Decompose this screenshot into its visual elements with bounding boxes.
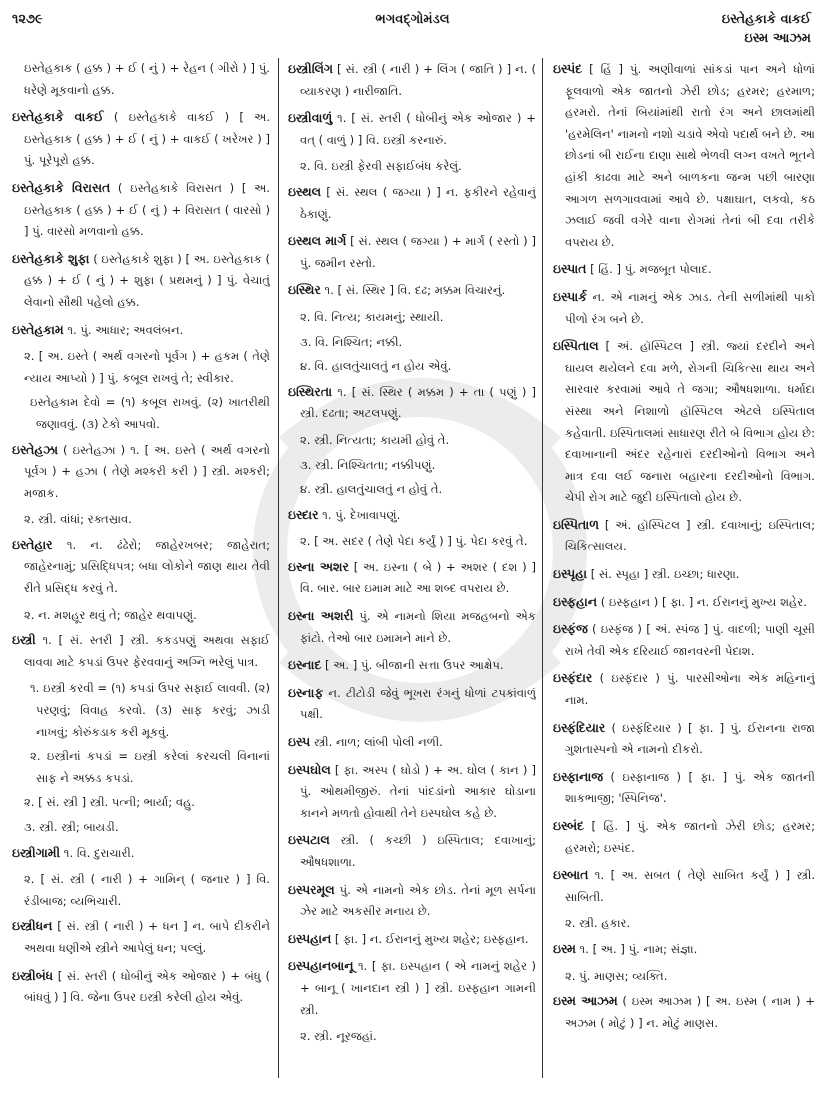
dictionary-entry [288,605,536,649]
entry-headword: ઇસ્ત્રીબંધ [12,967,54,983]
entry-definition: [ સં. સ્તરી ( ધોબીનું એક ઓજાર ) + બંધુ ( બાંધવું ) ] વિ. જેના ઉપર ઇસ્ત્રી કરેલી હોય એવું. [24,968,270,1005]
entry-headword: ઇસ્થલ માર્ગ [288,233,347,249]
entry-definition: [ ફા. ] ન. ઈરાનનું મુખ્ય શહેર; ઇસ્ફહાન. [334,931,529,946]
entry-definition: ( ઇસ્ફંદિયાર ) [ ફા. ] પું. ઈરાનના રાજા ગુશતાસ્પનો એ નામનો દીકરો. [565,720,815,757]
entry-definition: સ્ત્રી. ( કચ્છી ) ઇસ્પિતાલ; દવાખાનું; ઔષધશાળા. [300,833,536,869]
entry-definition: ( ઇસ્ફંજ ) [ અં. સ્પંજ ] પું. વાદળી; પાણી ચૂસી રાખે તેવી એક દરિયાઈ જાનવરની પેદાશ. [565,622,815,658]
entry-definition: ૧. [ અ. ] પું. નામ; સંજ્ઞા. [579,941,698,956]
column-2 [288,58,536,1078]
entry-subsense: ૨. ન. મશહૂર થવું તે; જાહેર થવાપણું. [24,607,197,622]
entry-headword: ઇસ્ત્રીધન [12,918,53,934]
entry-headword: ઇસ્તેહકાકે વિરાસત [12,179,111,195]
entry-subsense: ૨. સ્ત્રી. વાંધાં; રક્તસ્રાવ. [24,512,132,527]
entry-headword: ઇસ્ત્રીલિંગ [288,61,333,76]
entry-headword: ઇસ્થિર [288,282,321,298]
dictionary-entry [288,181,536,225]
entry-definition: [ સં. સ્ત્રી ( નારી ) + ધન ] ન. બાપે દીકરીને અથવા ધણીએ સ્ત્રીને આપેલું ધન; પલ્લું. [24,919,270,955]
entry-definition: [ સં. સ્પૃહા ] સ્ત્રી. ઇચ્છા; ધારણા. [590,567,740,582]
entry-subsense: ૨. [ સં. સ્ત્રી ] સ્ત્રી. પત્ની; ભાર્યા; વહુ. [24,795,195,810]
entry-subsense: ૨. સ્ત્રી. નિત્યતા; કાયમી હોવું તે. [300,432,450,447]
entry-definition: [ હિં ] પું. અણીવાળાં સાંકડાં પાન અને ધોળાં ફૂલવાળો એક જાતનો ઝેરી છોડ; હરમર; હરમાળ; હરમરો. તેનાં બિયાંમાંથી રાતો રંગ અને છાલમાંથી 'હરમેલિન' નામનો નશો ચડાવે એવો પદાર્થ બને છે. આ છોડનાં બી રાઈના દાણા સાથે ભેળવી લગ્ન વખતે ભૂતને હાંકી કાઢવા માટે અને બાળકના જન્મ પછી બારણા આગળ સળગાવવામાં આવે છે. પક્ષાઘાત, લકવો, કઠ ઝલાઈ જવી વગેરે વાના રોગમાં તેનાં બી દવા તરીકે વપરાય છે. [565,62,815,249]
dictionary-entry [553,591,815,614]
entry-definition: ૧. [ સં. સ્થિર ] વિ. દઢ; મક્કમ વિચારનું. [324,283,506,298]
dictionary-entry [12,58,270,101]
dictionary-entry [12,534,270,600]
dictionary-entry [12,842,270,865]
dictionary-entry [553,717,815,761]
entry-definition: ૧. વિ. દુરાચારી. [63,845,135,860]
page-number: ૧૨૭૯ [12,12,43,27]
entry-subsense: ૩. વિ. નિશ્ચિત; નક્કી. [300,334,403,349]
entry-definition: ( ઇસ્ફાનાજ ) [ ફા. ] પું. એક જાતની શાકભાજી; 'સ્પિનિજ'. [565,769,815,806]
entry-headword: ઇસ્પટાલ [288,832,330,848]
entry-headword: ઇસ્ફંજ [553,621,588,637]
entry-subsense: ૨. સ્ત્રી. હકાર. [565,916,631,931]
entry-headword: ઇસ્ત્રીગામી [12,844,61,860]
dictionary-entry [553,766,815,810]
dictionary-entry [553,258,815,281]
entry-headword: ઇસ્ફંદાર [553,670,593,686]
entry-definition: ૧. પું. દેખાવાપણું. [322,507,401,522]
entry-subsense: ૨. સ્ત્રી. નૂરજહાં. [300,1029,377,1044]
entry-definition: [ સં. સ્ત્રી ( નારી ) + લિંગ ( જાતિ ) ] ન. ( વ્યાકરણ ) નારીજાતિ. [300,62,536,98]
dictionary-entry [553,335,815,509]
entry-definition: ( ઇસ્તેહકાકે શુફા ) [ અ. ઇસ્તેહકાક ( હક્ક ) + ઈ ( નું ) + શુફા ( પ્રથમનું ) ] પું. વેચાતું લેવાનો સૌથી પહેલો હક્ક. [24,251,270,309]
entry-definition: ૧. [ સં. સ્થિર ( મક્કમ ) + તા ( પણું ) ] સ્ત્રી. દઢતા; અટલપણું. [300,384,536,421]
dictionary-entry [288,759,536,825]
entry-headword: ઇસ્ફાનાજ [553,768,603,784]
dictionary-entry [288,682,536,726]
dictionary-entry [553,514,815,558]
entry-subsense: ૨. [ સં. સ્ત્રી ( નારી ) + ગામિન્ ( જનાર ) ] વિ. રંડીબાજ; વ્યભિચારી. [24,872,270,908]
entry-definition: ( ઇસ્ફંદાર ) પું. પારસીઓના એક મહિનાનું નામ. [565,671,815,708]
dictionary-columns [0,58,825,1088]
entry-headword: ઇસ્મ [553,940,576,956]
dictionary-entry [288,230,536,274]
entry-subsense: ૪. સ્ત્રી. હાલતુંચાલતું ન હોવું તે. [300,482,443,497]
entry-definition: [ અં. હૉસ્પિટલ ] સ્ત્રી. દવાખાનું; ઇસ્પિતાલ; ચિકિત્સાલય. [565,517,815,554]
entry-headword: ઇસ્નાફ [288,684,324,700]
dictionary-entry [288,556,536,600]
dictionary-entry [288,829,536,873]
dictionary-entry [553,815,815,859]
entry-headword: ઇસ્પૃહા [553,566,587,582]
entry-headword: ઇસ્તેહઝા [12,441,58,457]
dictionary-entry [12,965,270,1009]
entry-headword: ઇસ્તેહકાકે વાકઈ [12,109,104,125]
dictionary-entry [553,667,815,711]
entry-subsense: ઇસ્તેહકામ દેવો = (૧) કબૂલ રાખવું. (૨) ખાતરીથી જણાવવું. (૩) ટેકો આપવો. [30,395,270,431]
entry-subsense: ૩. સ્ત્રી. સ્ત્રી; બાયડી. [24,820,119,834]
dictionary-entry [12,248,270,314]
dictionary-entry [288,58,536,102]
entry-definition: ૧. ન. ઢંઢેરો; જાહેરખબર; જાહેરાત; જાહેરનામું; પ્રસિદ્ધિપત્ર; બધા લોકોને જાણ થાય તેવી રીતે પ્રસિદ્ધ કરવું તે. [24,537,270,596]
entry-subsense: ૨. ઇસ્ત્રીનાં કપડાં = ઇસ્ત્રી કરેલાં કરચલી વિનાનાં સાફ ને અક્કડ કપડાં. [30,749,270,785]
dictionary-entry [12,629,270,673]
entry-headword: ઇસ્મ આઝમ [553,993,618,1009]
entry-headword: ઇસ્બાત [553,867,589,883]
entry-headword: ઇસ્ત્રીવાળું [288,110,333,126]
dictionary-entry [553,58,815,253]
entry-definition: [ અ. ઇસ્ના ( બે ) + અશર ( દશ ) ] વિ. બાર. બાર ઇમામ માટે આ શબ્દ વપરાય છે. [300,559,536,596]
entry-definition: [ હિં. ] પું. એક જાતનો ઝેરી છોડ; હરમર; હરમરો; ઇસ્પંદ. [565,819,815,855]
entry-subsense: ૨. પું. માણસ; વ્યક્તિ. [565,968,668,983]
book-title: ભગવદ્ગોમંડલ [375,12,450,27]
entry-definition: [ હિં. ] પું. મજબૂત પોલાદ. [590,262,712,277]
entry-definition: ૧. [ સં. સ્તરી ] સ્ત્રી. કકડપણું અથવા સફાઈ લાવવા માટે કપડાં ઉપર ફેરવવાનું અગ્નિ ભરેલું પાત્ર. [24,633,270,669]
entry-subsense: ૨. વિ. ઇસ્ત્રી ફેરવી સફાઈબંધ કરેલું. [300,159,462,174]
entry-subsense: ૨. વિ. નિત્ય; કાયમનું; સ્થાયી. [300,309,444,324]
dictionary-entry [553,990,815,1034]
entry-definition: ( ઇસ્તેહકાકે વાકઈ ) [ અ. ઇસ્તેહકાક ( હક્ક ) + ઈ ( નું ) + વાકઈ ( ખરેખર ) ] પું. પૂરેપૂરો હક્ક. [24,110,270,168]
entry-definition: [ અં. હૉસ્પિટલ ] સ્ત્રી. જ્યાં દરદીને અને ઘાયલ થયેલને દવા મળે, રોગની ચિકિત્સા થાય અને સારવાર કરવામાં આવે તે જગા; ઔષધશાળા. ધર્માદા સંસ્થા અને નિશાળો હૉસ્પિટલ એટલે ઇસ્પિતાલ કહેવાતી. ઇસ્પિતાલમાં સાધારણ રીતે બે વિભાગ હોય છે: દવાખાનાની અંદર રહેનારાં દરદીઓનો વિભાગ અને માત્ર દવા લઈ જનારા બહારના દરદીઓનો વિભાગ. ચેપી રોગ માટે જુદી ઇસ્પિતાલો હોય છે. [565,339,815,505]
entry-headword: ઇસ્નાદ [288,657,322,673]
entry-definition: [ સં. સ્થલ ( જગ્યા ) ] ન. ફકીરને રહેવાનું ઠેકાણું. [300,184,536,221]
dictionary-entry [12,319,270,342]
guide-word-first: ઇસ્તેહકાકે વાકઈ [721,12,811,27]
entry-headword: ઇસ્ફહાન [553,593,598,609]
entry-definition: ( ઇસ્તેહઝા ) ૧. [ અ. ઇસ્તે ( અર્થ વગરનો પૂર્વગ ) + હઝા ( તેણે મશ્કરી કરી ) ] સ્ત્રી. મશ્કરી; મજાક. [24,442,270,500]
dictionary-entry [12,177,270,243]
entry-headword: ઇસ્પાત [553,261,587,277]
entry-headword: ઇસ્પહાનબાનૂ [288,958,354,974]
dictionary-entry [288,928,536,951]
entry-definition: ૧. પું. આધાર; અવલંબન. [67,322,184,337]
entry-headword: ઇસ્દાર [288,506,319,522]
entry-headword: ઇસ્તેહાર [12,536,53,552]
entry-headword: ઇસ્પિતાળ [553,516,599,532]
column-1 [12,58,270,1078]
dictionary-entry [288,279,536,302]
dictionary-entry [553,286,815,330]
entry-definition: પું. એ નામનો એક છોડ. તેનાં મૂળ સર્પના ઝેર માટે અકસીર મનાય છે. [300,882,536,919]
entry-subsense: ૨. [ અ. સદર ( તેણે પેદા કર્યું ) ] પું. પેદા કરવું તે. [300,534,528,549]
entry-headword: ઇસ્પિતાલ [553,338,599,354]
entry-headword: ઇસ્પઘોલ [288,761,331,777]
dictionary-entry [288,107,536,151]
entry-headword: ઇસ્બંદ [553,818,584,833]
dictionary-entry [12,439,270,505]
entry-headword: ઇસ્તેહકાકે શુફા [12,250,90,266]
entry-definition: ન. ટીટોડી જેવું ભૂખરા રંગનું ધોળાં ટપકાંવાળું પક્ષી. [300,685,536,722]
page-header [0,0,825,54]
entry-headword: ઇસ્પંદ [553,61,583,76]
entry-definition: ન. એ નામનું એક ઝાડ. તેની સળીમાંથી પાકો પીળો રંગ બને છે. [565,289,815,326]
dictionary-entry [12,915,270,959]
dictionary-entry [553,563,815,586]
entry-headword: ઇસ્ના અશરી [288,608,354,624]
guide-words [722,10,811,48]
entry-definition: ૧. [ ફા. ઇસ્પહાન ( એ નામનું શહેર ) + બાનૂ ( ખાનદાન સ્ત્રી ) ] સ્ત્રી. ઇસ્ફહાન ગામની સ્ત્રી. [300,959,536,1017]
column-divider [542,58,543,1078]
guide-word-last: ઇસ્મ આઝમ [744,31,811,46]
entry-headword: ઇસ્ત્રી [12,632,36,648]
dictionary-entry [553,618,815,662]
entry-definition: ૧. [ અ. સબત ( તેણે સાબિત કર્યું ) ] સ્ત્રી. સાબિતી. [565,868,815,904]
dictionary-entry [288,654,536,677]
dictionary-entry [288,504,536,527]
entry-definition: ૧. [ સં. સ્તરી ( ધોબીનું એક ઓજાર ) + વત્ ( વાળું ) ] વિ. ઇસ્ત્રી કરનારું. [300,111,536,147]
dictionary-entry [288,381,536,425]
entry-subsense: ૩. સ્ત્રી. નિશ્ચિતતા; નક્કીપણું. [300,457,436,472]
entry-headword: ઇસ્પ [288,734,311,750]
dictionary-entry [12,106,270,172]
dictionary-entry [553,864,815,908]
dictionary-entry [288,879,536,923]
entry-definition: [ અ. ] પું. બીજાની સત્તા ઉપર આક્ષેપ. [324,658,504,673]
entry-headword: ઇસ્તેહકામ [12,321,64,337]
entry-subsense: ૧. ઇસ્ત્રી કરવી = (૧) કપડાં ઉપર સફાઈ લાવવી. (૨) પરણવું; વિવાહ કરવો. (૩) સાફ કરવું; ઝાડી નાખવું; કોરુંકડાક કરી મૂકવું. [30,681,270,739]
entry-definition: ( ઇસ્તેહકાકે વિરાસત ) [ અ. ઇસ્તેહકાક ( હક્ક ) + ઈ ( નું ) + વિરાસત ( વારસો ) ] પું. વારસો મળવાનો હક્ક. [24,180,270,239]
entry-subsense: ૪. વિ. હાલતુંચાલતું ન હોય એવું. [300,359,452,374]
dictionary-entry [288,731,536,754]
dictionary-entry [288,955,536,1021]
entry-subsense: ૨. [ અ. ઇસ્તે ( અર્થ વગરનો પૂર્વગ ) + હકમ ( તેણે ન્યાય આપ્યો ) ] પું. કબૂલ રાખવું તે; સ્વીકાર. [24,349,270,385]
entry-headword: ઇસ્પાર્ક [553,288,587,304]
entry-definition: ઇસ્તેહકાક ( હક્ક ) + ઈ ( નું ) + રેહન ( ગીરો ) ] પું. ધરેણે મૂકવાનો હક્ક. [24,61,270,97]
entry-definition: પું. એ નામનો શિયા મજહબનો એક ફાંટો. તેઓ બાર ઇમામને માને છે. [300,609,536,645]
entry-headword: ઇસ્ફંદિયાર [553,719,606,735]
column-3 [553,58,815,1078]
entry-definition: [ ફા. અસ્પ ( ઘોડો ) + અ. ઘોલ ( કાન ) ] પું. ઓથમીજીરું. તેનાં પાંદડાંનો આકાર ઘોડાના કાનને મળતો હોવાથી તેને ઇસ્પઘોલ કહે છે. [300,762,536,820]
column-divider [278,58,279,1078]
entry-headword: ઇસ્થલ [288,183,321,199]
dictionary-entry [553,938,815,961]
entry-headword: ઇસ્ના અશર [288,558,349,574]
entry-definition: ( ઇસ્મ આઝમ ) [ અ. ઇસ્મ ( નામ ) + અઝમ ( મોટું ) ] ન. મોટું માણસ. [565,994,815,1030]
entry-headword: ઇસ્થિરતા [288,383,333,399]
entry-definition: સ્ત્રી. નાળ; લાંબી પોલી નળી. [313,735,443,750]
entry-definition: ( ઇસ્ફહાન ) [ ફા. ] ન. ઈરાનનું મુખ્ય શહેર. [600,594,807,609]
entry-headword: ઇસ્પહાન [288,930,332,946]
entry-headword: ઇસ્પરમૂલ [288,881,335,897]
entry-definition: [ સં. સ્થલ ( જગ્યા ) + માર્ગ ( રસ્તો ) ] પું. જમીન રસ્તો. [300,234,536,270]
